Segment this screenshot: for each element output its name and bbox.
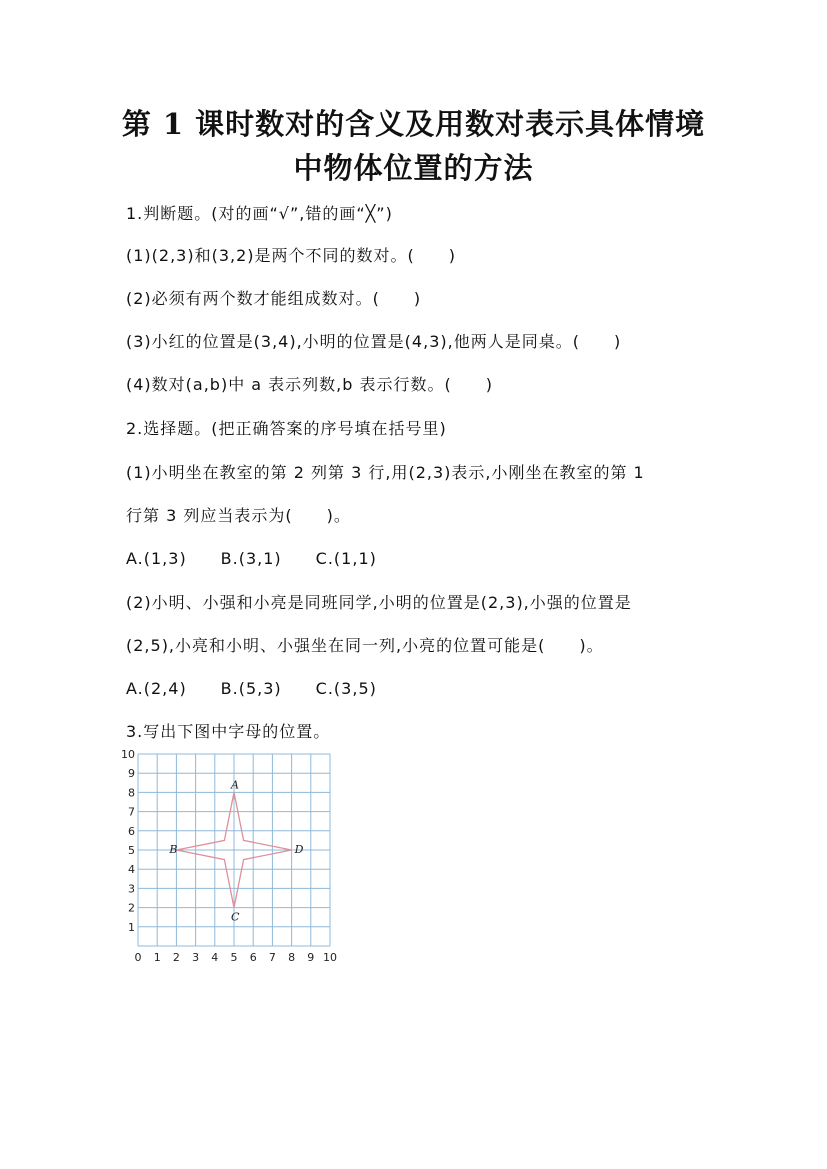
x-tick-label: 5 xyxy=(230,951,238,964)
y-tick-label: 4 xyxy=(128,863,135,877)
y-tick-label: 2 xyxy=(128,901,135,915)
q1-item-4: (4)数对(a,b)中 a 表示列数,b 表示行数。( ) xyxy=(126,375,493,394)
q2-heading: 2.选择题。(把正确答案的序号填在括号里) xyxy=(126,419,447,438)
q2-p2-options: A.(2,4) B.(5,3) C.(3,5) xyxy=(126,679,377,698)
point-label-d: D xyxy=(294,843,304,856)
point-label-a: A xyxy=(231,778,239,792)
q1-heading: 1.判断题。(对的画“√”,错的画“╳”) xyxy=(126,204,393,223)
y-tick-label: 3 xyxy=(128,882,135,896)
coordinate-grid xyxy=(116,748,346,970)
coordinate-grid-svg xyxy=(116,748,346,970)
q2-p1-line1: (1)小明坐在教室的第 2 列第 3 行,用(2,3)表示,小刚坐在教室的第 1 xyxy=(126,463,645,482)
x-tick-label: 1 xyxy=(153,951,161,964)
q2-p1-line2: 行第 3 列应当表示为( )。 xyxy=(126,506,351,525)
x-tick-label: 9 xyxy=(307,951,315,964)
q1-item-3: (3)小红的位置是(3,4),小明的位置是(4,3),他两人是同桌。( ) xyxy=(126,332,622,351)
y-tick-label: 6 xyxy=(128,824,135,838)
y-tick-label: 1 xyxy=(128,920,135,934)
x-tick-label: 7 xyxy=(268,951,276,964)
q1-item-2: (2)必须有两个数才能组成数对。( ) xyxy=(126,289,422,308)
x-tick-label: 4 xyxy=(211,951,219,964)
page-title-line1: 第 1 课时数对的含义及用数对表示具体情境 xyxy=(121,107,706,141)
y-tick-label: 9 xyxy=(128,767,135,781)
y-tick-label: 10 xyxy=(121,748,135,761)
q2-p2-line2: (2,5),小亮和小明、小强坐在同一列,小亮的位置可能是( )。 xyxy=(126,636,604,655)
q2-p2-line1: (2)小明、小强和小亮是同班同学,小明的位置是(2,3),小强的位置是 xyxy=(126,593,632,612)
q3-heading: 3.写出下图中字母的位置。 xyxy=(126,722,331,741)
page-title-line2: 中物体位置的方法 xyxy=(293,151,534,185)
y-tick-label: 7 xyxy=(128,805,135,819)
x-tick-label: 3 xyxy=(192,951,200,964)
x-tick-label: 8 xyxy=(288,951,296,964)
y-tick-label: 8 xyxy=(128,786,135,800)
point-label-c: C xyxy=(231,910,240,924)
x-tick-label: 10 xyxy=(323,951,337,964)
x-tick-label: 0 xyxy=(134,951,142,964)
q2-p1-options: A.(1,3) B.(3,1) C.(1,1) xyxy=(126,549,377,568)
q1-item-1: (1)(2,3)和(3,2)是两个不同的数对。( ) xyxy=(126,246,457,265)
x-tick-label: 6 xyxy=(249,951,257,964)
x-tick-label: 2 xyxy=(172,951,180,964)
y-tick-label: 5 xyxy=(128,844,135,857)
point-label-b: B xyxy=(169,843,178,856)
